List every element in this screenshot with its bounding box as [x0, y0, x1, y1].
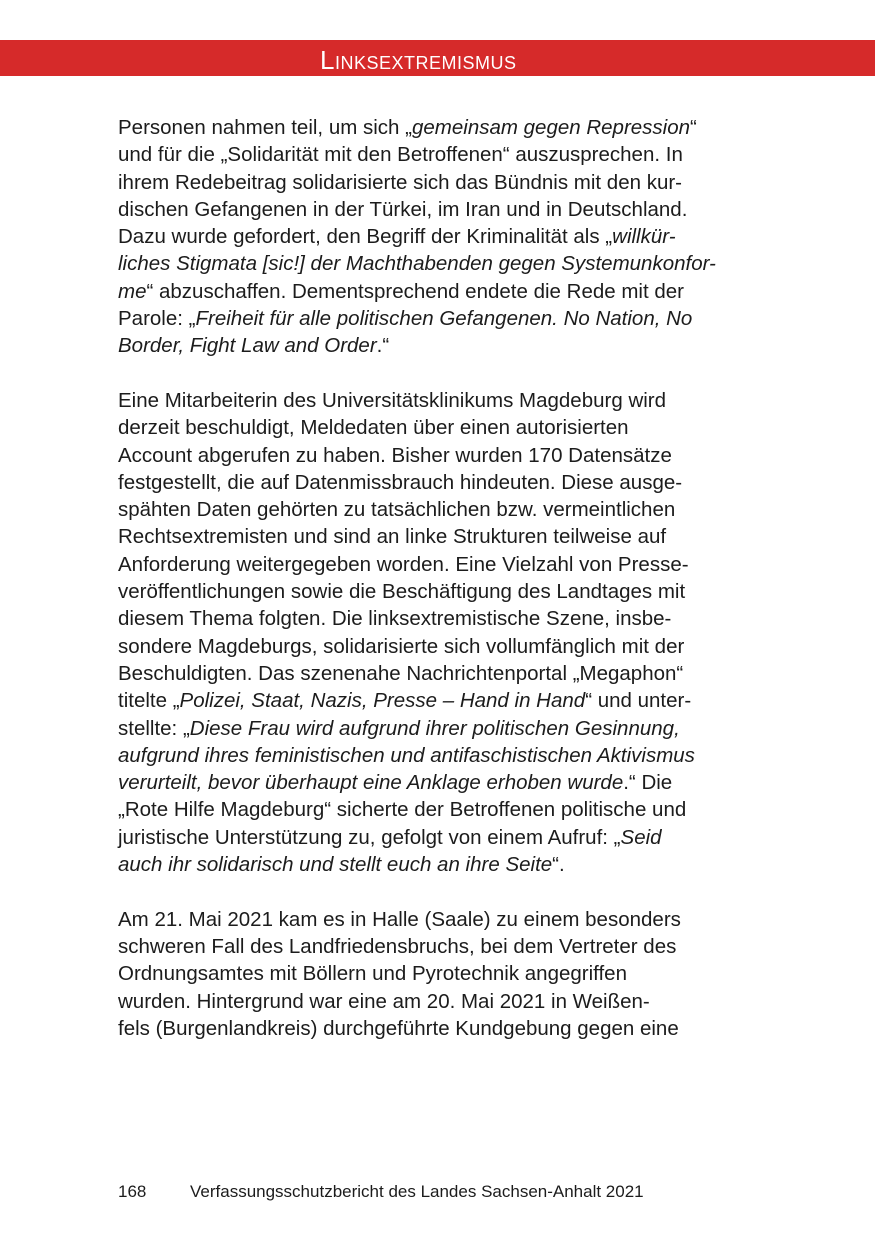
text-segment: juristische Unterstützung zu, gefolgt von einem Aufruf: „	[118, 825, 621, 849]
text-line	[118, 1015, 768, 1042]
section-header-bar	[0, 40, 875, 76]
text-line	[118, 278, 768, 305]
text-line	[118, 523, 768, 550]
quote-italic: me	[118, 279, 147, 303]
text-line	[118, 169, 768, 196]
text-segment: sondere Magdeburgs, solidarisierte sich vollumfänglich mit der	[118, 634, 685, 658]
text-line	[118, 988, 768, 1015]
text-line	[118, 551, 768, 578]
text-segment: Beschuldigten. Das szenenahe Nachrichtenportal „Megaphon“	[118, 661, 684, 685]
quote-italic: Seid	[620, 825, 662, 849]
text-line	[118, 633, 768, 660]
text-line	[118, 960, 768, 987]
text-segment: .“ Die	[623, 771, 673, 795]
text-segment: spähten Daten gehörten zu tatsächlichen bzw. vermeintlichen	[118, 498, 676, 522]
paragraph-gap	[118, 360, 768, 387]
text-segment: derzeit beschuldigt, Meldedaten über einen autorisierten	[118, 416, 629, 440]
section-title: Linksextremismus	[320, 45, 517, 75]
text-segment: Dazu wurde gefordert, den Begriff der Kriminalität als „	[118, 225, 613, 249]
quote-italic: verurteilt, bevor überhaupt eine Anklage erhoben wurde	[118, 771, 624, 795]
quote-italic: auch ihr solidarisch und stellt euch an ihre Seite	[118, 853, 553, 877]
text-line	[118, 605, 768, 632]
text-segment: Personen nahmen teil, um sich „	[118, 116, 412, 139]
text-segment: diesem Thema folgten. Die linksextremistische Szene, insbe-	[118, 607, 672, 631]
text-line	[118, 250, 768, 277]
text-segment: “.	[552, 853, 565, 877]
quote-italic: Polizei, Staat, Nazis, Presse – Hand in Hand	[179, 689, 586, 713]
text-line	[118, 578, 768, 605]
text-line	[118, 114, 768, 141]
paragraph	[118, 387, 768, 878]
text-segment: “	[690, 116, 697, 139]
text-line	[118, 496, 768, 523]
paragraph	[118, 114, 768, 360]
text-segment: festgestellt, die auf Datenmissbrauch hindeuten. Diese ausge-	[118, 470, 683, 494]
text-segment: Ordnungsamtes mit Böllern und Pyrotechnik angegriffen	[118, 962, 627, 986]
text-line	[118, 387, 768, 414]
text-line	[118, 796, 768, 823]
quote-italic: willkür-	[612, 225, 676, 249]
text-line	[118, 332, 768, 359]
text-segment: Eine Mitarbeiterin des Universitätsklinikums Magdeburg wird	[118, 388, 667, 412]
text-line	[118, 687, 768, 714]
body-text	[118, 114, 768, 1042]
text-line	[118, 769, 768, 796]
text-segment: Parole: „	[118, 307, 196, 331]
text-segment: Account abgerufen zu haben. Bisher wurden 170 Datensätze	[118, 443, 672, 467]
text-segment: veröffentlichungen sowie die Beschäftigung des Landtages mit	[118, 580, 686, 604]
text-segment: titelte „	[118, 689, 180, 713]
text-segment: wurden. Hintergrund war eine am 20. Mai 2021 in Weißen-	[118, 989, 650, 1013]
text-line	[118, 305, 768, 332]
text-line	[118, 141, 768, 168]
text-line	[118, 933, 768, 960]
publication-title: Verfassungsschutzbericht des Landes Sachsen-Anhalt 2021	[190, 1182, 644, 1201]
text-line	[118, 824, 768, 851]
quote-italic: Diese Frau wird aufgrund ihrer politischen Gesinnung,	[189, 716, 680, 740]
page-number: 168	[118, 1182, 147, 1201]
quote-italic: liches Stigmata [sic!] der Machthabenden gegen Systemunkonfor-	[118, 252, 716, 276]
quote-italic: Border, Fight Law and Order	[118, 334, 377, 358]
quote-italic: aufgrund ihres feministischen und antifaschistischen Aktivismus	[118, 743, 695, 767]
text-segment: Rechtsextremisten und sind an linke Strukturen teilweise auf	[118, 525, 667, 549]
text-segment: dischen Gefangenen in der Türkei, im Iran und in Deutschland.	[118, 197, 688, 221]
page-footer	[118, 1182, 644, 1202]
text-line	[118, 414, 768, 441]
text-segment: stellte: „	[118, 716, 190, 740]
text-line	[118, 906, 768, 933]
text-segment: “ abzuschaffen. Dementsprechend endete die Rede mit der	[146, 279, 684, 303]
paragraph	[118, 906, 768, 1042]
text-line	[118, 469, 768, 496]
text-segment: Am 21. Mai 2021 kam es in Halle (Saale) zu einem besonders	[118, 907, 681, 931]
text-segment: .“	[376, 334, 390, 358]
text-line	[118, 442, 768, 469]
text-segment: schweren Fall des Landfriedensbruchs, bei dem Vertreter des	[118, 934, 677, 958]
quote-italic: gemeinsam gegen Repression	[411, 116, 691, 139]
text-segment: „Rote Hilfe Magdeburg“ sicherte der Betroffenen politische und	[118, 798, 687, 822]
text-line	[118, 223, 768, 250]
text-line	[118, 715, 768, 742]
quote-italic: Freiheit für alle politischen Gefangenen. No Nation, No	[195, 307, 693, 331]
text-line	[118, 196, 768, 223]
text-line	[118, 660, 768, 687]
text-segment: und für die „Solidarität mit den Betroffenen“ auszusprechen. In	[118, 143, 683, 167]
text-segment: Anforderung weitergegeben worden. Eine Vielzahl von Presse-	[118, 552, 689, 576]
text-line	[118, 851, 768, 878]
text-segment: ihrem Redebeitrag solidarisierte sich das Bündnis mit den kur-	[118, 170, 683, 194]
text-line	[118, 742, 768, 769]
text-segment: “ und unter-	[585, 689, 692, 713]
text-segment: fels (Burgenlandkreis) durchgeführte Kundgebung gegen eine	[118, 1016, 679, 1040]
paragraph-gap	[118, 878, 768, 905]
